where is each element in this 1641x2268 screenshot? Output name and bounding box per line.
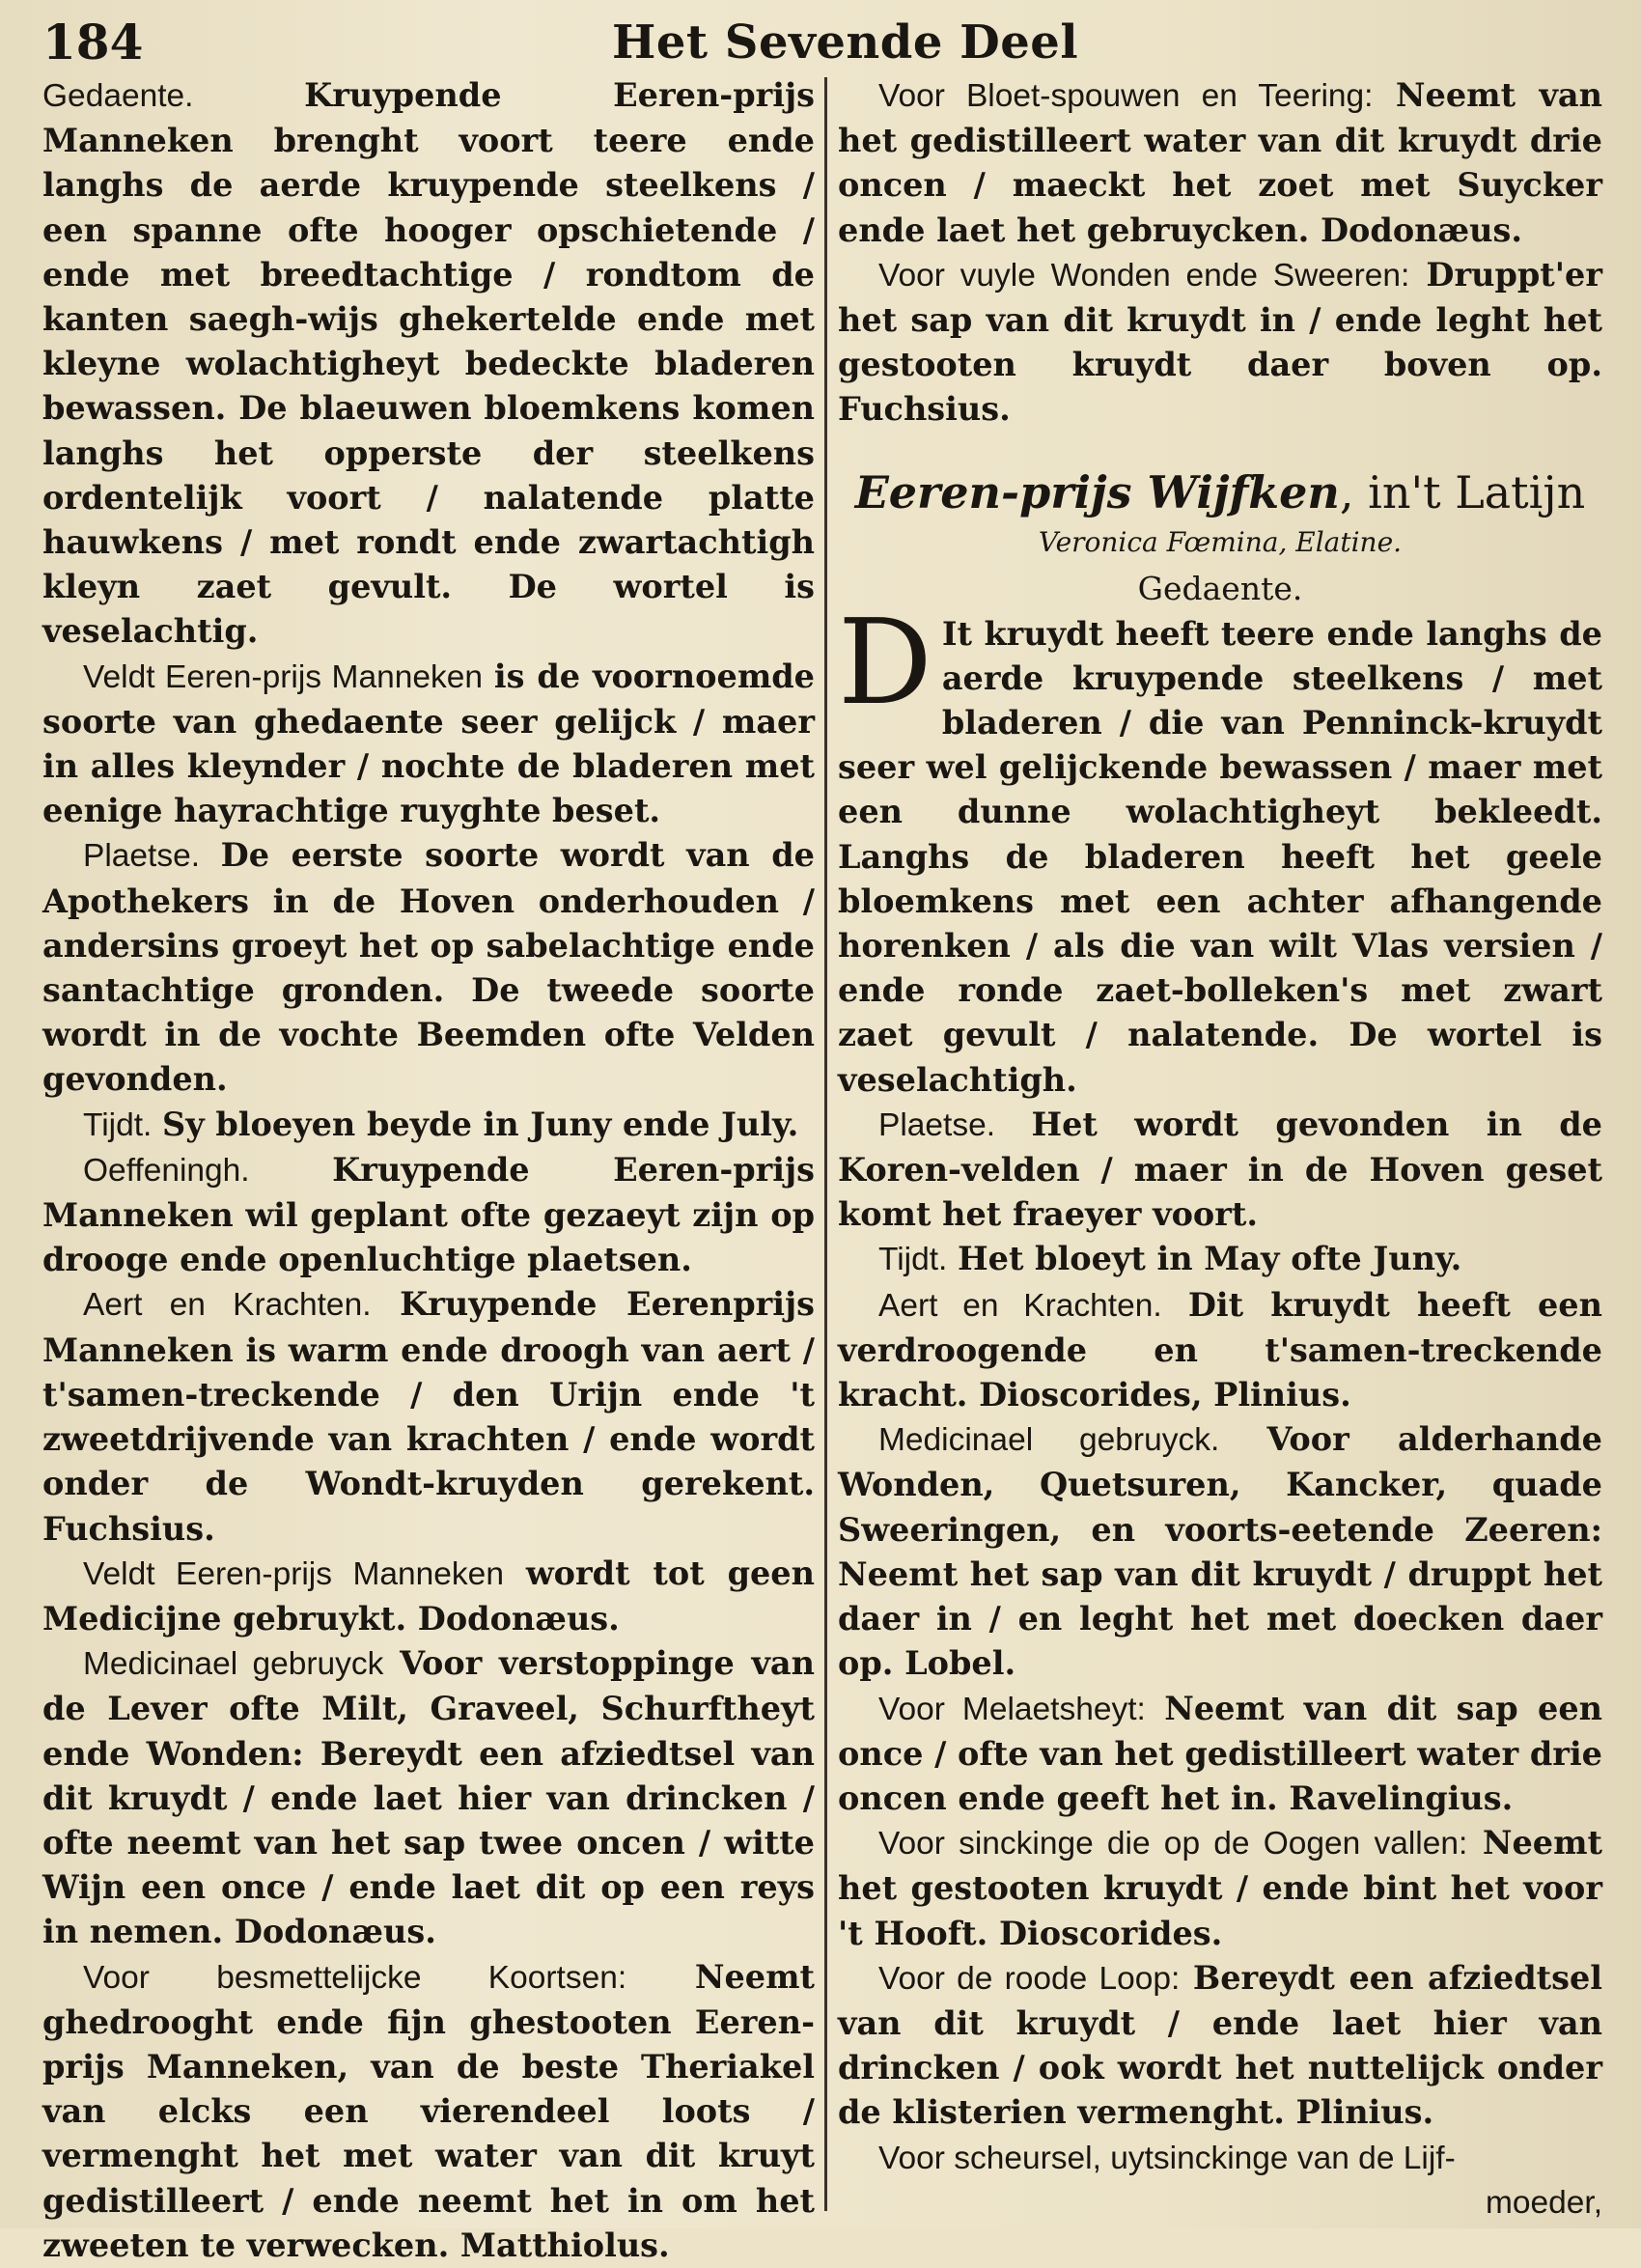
section-title: Eeren-prijs Wijfken, in't Latijn	[854, 465, 1586, 518]
sub-heading: Gedaente.	[1137, 569, 1303, 607]
paragraph: Medicinael gebruyck Voor verstoppinge van de Lever ofte Milt, Graveel, Schurftheyt ende Wonden: Bereydt een afziedtsel van dit kruydt / ende laet hier van drincken / ofte neemt van het sap twee oncen / witte Wijn een once / ende laet dit op een reys in nemen. Dodonæus.	[42, 1644, 815, 1951]
right-column	[838, 73, 1603, 2221]
paragraph: Gedaente. Kruypende Eeren-prijs Manneken brenght voort teere ende langhs de aerde kruypende steelkens / een spanne ofte hooger opschietende / ende met breedtachtige / rondtom de kanten saegh-wijs ghekertelde ende met kleyne wolachtigheyt bedeckte bladeren bewassen. De blaeuwen bloemkens komen langhs het opperste der steelkens ordentelijk voort / nalatende platte hauwkens / met rondt ende zwartachtigh kleyn zaet gevult. De wortel is veselachtig.	[42, 76, 815, 651]
paragraph: Aert en Krachten. Dit kruydt heeft een verdroogende en t'samen-treckende kracht. Dioscorides, Plinius.	[838, 1285, 1602, 1414]
page-number: 184	[42, 14, 144, 70]
paragraph: Veldt Eeren-prijs Manneken is de voornoemde soorte van ghedaente seer gelijck / maer in alles kleynder / nochte de bladeren met eenige hayrachtige ruyghte beset.	[42, 657, 815, 830]
final-line: moeder,	[1485, 2184, 1602, 2221]
paragraph: Voor Bloet-spouwen en Teering: Neemt van het gedistilleert water van dit kruydt drie oncen / maeckt het zoet met Suycker ende laet het gebruycken. Dodonæus.	[838, 76, 1602, 249]
drop-cap: D	[838, 593, 932, 731]
page-header	[42, 14, 1606, 73]
paragraph: Voor de roode Loop: Bereydt een afziedtsel van dit kruydt / ende laet hier van drincken / ook wordt het nuttelijck onder de klisterien vermenght. Plinius.	[838, 1958, 1602, 2132]
paragraph: Voor Melaetsheyt: Neemt van dit sap een once / ofte van het gedistilleert water drie oncen ende geeft het in. Ravelingius.	[838, 1689, 1602, 1817]
paragraph: D It kruydt heeft teere ende langhs de aerde kruypende steelkens / met bladeren / die van Penninck-kruydt seer wel gelijckende bewassen / maer met een dunne wolachtigheyt bekleedt. Langhs de bladeren heeft het geele bloemkens met een achter afhangende horenken / als die van wilt Vlas versien / ende ronde zaet-bolleken's met zwart zaet gevult / nalatende. De wortel is veselachtigh.	[838, 593, 1602, 1099]
running-head: Het Sevende Deel	[612, 15, 1079, 70]
paragraph: Plaetse. Het wordt gevonden in de Koren-velden / maer in de Hoven geset komt het fraeyer voort.	[838, 1105, 1603, 1234]
column-divider	[824, 77, 827, 2211]
paragraph: Voor scheursel, uytsinckinge van de Lijf-	[878, 2140, 1456, 2176]
paragraph: Voor sinckinge die op de Oogen vallen: Neemt het gestooten kruydt / ende bint het voor 't Hooft. Dioscorides.	[838, 1824, 1602, 1952]
paragraph: Medicinael gebruyck. Voor alderhande Wonden, Quetsuren, Kancker, quade Sweeringen, en voorts-eetende Zeeren: Neemt het sap van dit kruydt / druppt het daer in / en leght het met doecken daer op. Lobel.	[838, 1420, 1602, 1683]
paragraph: Voor vuyle Wonden ende Sweeren: Druppt'er het sap van dit kruydt in / ende leght het gestooten kruydt daer boven op. Fuchsius.	[838, 255, 1602, 429]
latin-names: Veronica Fœmina, Elatine.	[1038, 525, 1403, 558]
paragraph: Voor besmettelijcke Koortsen: Neemt ghedrooght ende fijn ghestooten Eeren-prijs Manneken, van de beste Theriakel van elcks een vierendeel loots / vermenght het met water van dit kruyt gedistilleert / ende neemt het in om het zweeten te verwecken. Matthiolus.	[42, 1957, 815, 2264]
paragraph: Aert en Krachten. Kruypende Eerenprijs Manneken is warm ende droogh van aert / t'samen-treckende / den Urijn ende 't zweetdrijvende van krachten / ende wordt onder de Wondt-kruyden gerekent. Fuchsius.	[42, 1285, 816, 1548]
paragraph: Plaetse. De eerste soorte wordt van de Apothekers in de Hoven onderhouden / andersins groeyt het op sabelachtige ende santachtige gronden. De tweede soorte wordt in de vochte Beemden ofte Velden gevonden.	[42, 836, 815, 1099]
paragraph: Tijdt. Het bloeyt in May ofte Juny.	[878, 1240, 1462, 1278]
paragraph: Veldt Eeren-prijs Manneken wordt tot geen Medicijne gebruykt. Dodonæus.	[42, 1554, 815, 1638]
left-column	[42, 73, 816, 2264]
paragraph: Oeffeningh. Kruypende Eeren-prijs Manneken wil geplant ofte gezaeyt zijn op drooge ende openluchtige plaetsen.	[42, 1150, 816, 1279]
paragraph: Tijdt. Sy bloeyen beyde in Juny ende July.	[83, 1105, 799, 1143]
